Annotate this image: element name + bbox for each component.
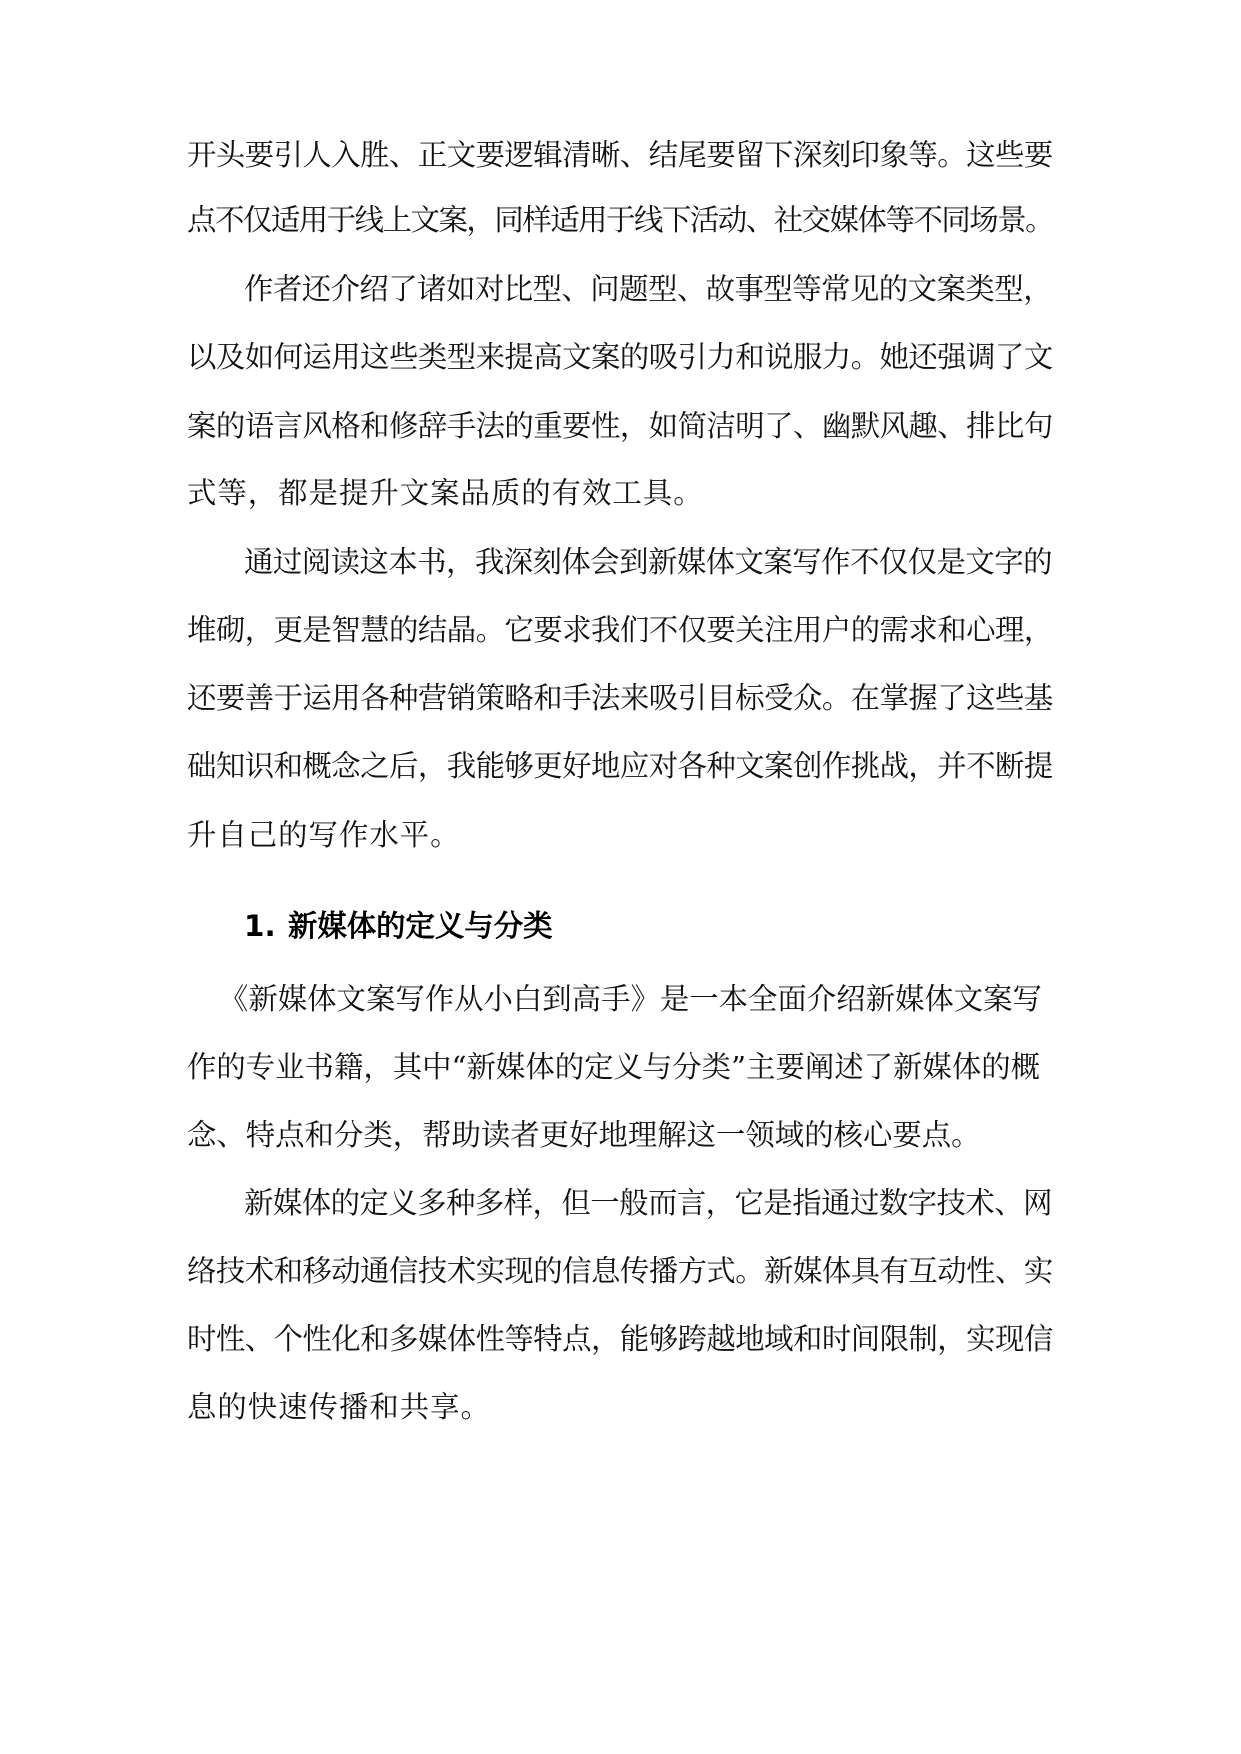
text-line: 以及如何运用这些类型来提高文案的吸引力和说服力。她还强调了文 [187,340,1053,374]
text-line: 础知识和概念之后，我能够更好地应对各种文案创作挑战，并不断提 [187,749,1053,783]
text-line: 《新媒体文案写作从小白到高手》是一本全面介绍新媒体文案写 [219,982,1042,1016]
text-line: 开头要引人入胜、正文要逻辑清晰、结尾要留下深刻印象等。这些要 [187,138,1053,172]
text-line: 时性、个性化和多媒体性等特点，能够跨越地域和时间限制，实现信 [187,1322,1053,1356]
section-title: 新媒体的定义与分类 [288,909,553,943]
text-line: 通过阅读这本书，我深刻体会到新媒体文案写作不仅仅是文字的 [244,545,1052,579]
text-line: 堆砌，更是智慧的结晶。它要求我们不仅要关注用户的需求和心理， [187,613,1053,647]
section-heading [244,909,553,943]
text-line: 作的专业书籍，其中“新媒体的定义与分类”主要阐述了新媒体的概 [187,1050,1040,1084]
text-line: 还要善于运用各种营销策略和手法来吸引目标受众。在掌握了这些基 [187,681,1053,715]
text-line: 络技术和移动通信技术实现的信息传播方式。新媒体具有互动性、实 [187,1254,1053,1288]
text-line: 点不仅适用于线上文案，同样适用于线下活动、社交媒体等不同场景。 [187,203,1054,237]
text-line: 案的语言风格和修辞手法的重要性，如简洁明了、幽默风趣、排比句 [187,409,1053,443]
text-line: 念、特点和分类，帮助读者更好地理解这一领域的核心要点。 [187,1118,981,1152]
text-line: 新媒体的定义多种多样，但一般而言，它是指通过数字技术、网 [244,1186,1052,1220]
section-number: 1. [244,909,276,943]
text-line: 作者还介绍了诸如对比型、问题型、故事型等常见的文案类型， [244,272,1052,306]
text-line: 息的快速传播和共享。 [187,1390,491,1424]
text-line: 式等，都是提升文案品质的有效工具。 [187,476,704,510]
text-line: 升自己的写作水平。 [187,818,461,852]
